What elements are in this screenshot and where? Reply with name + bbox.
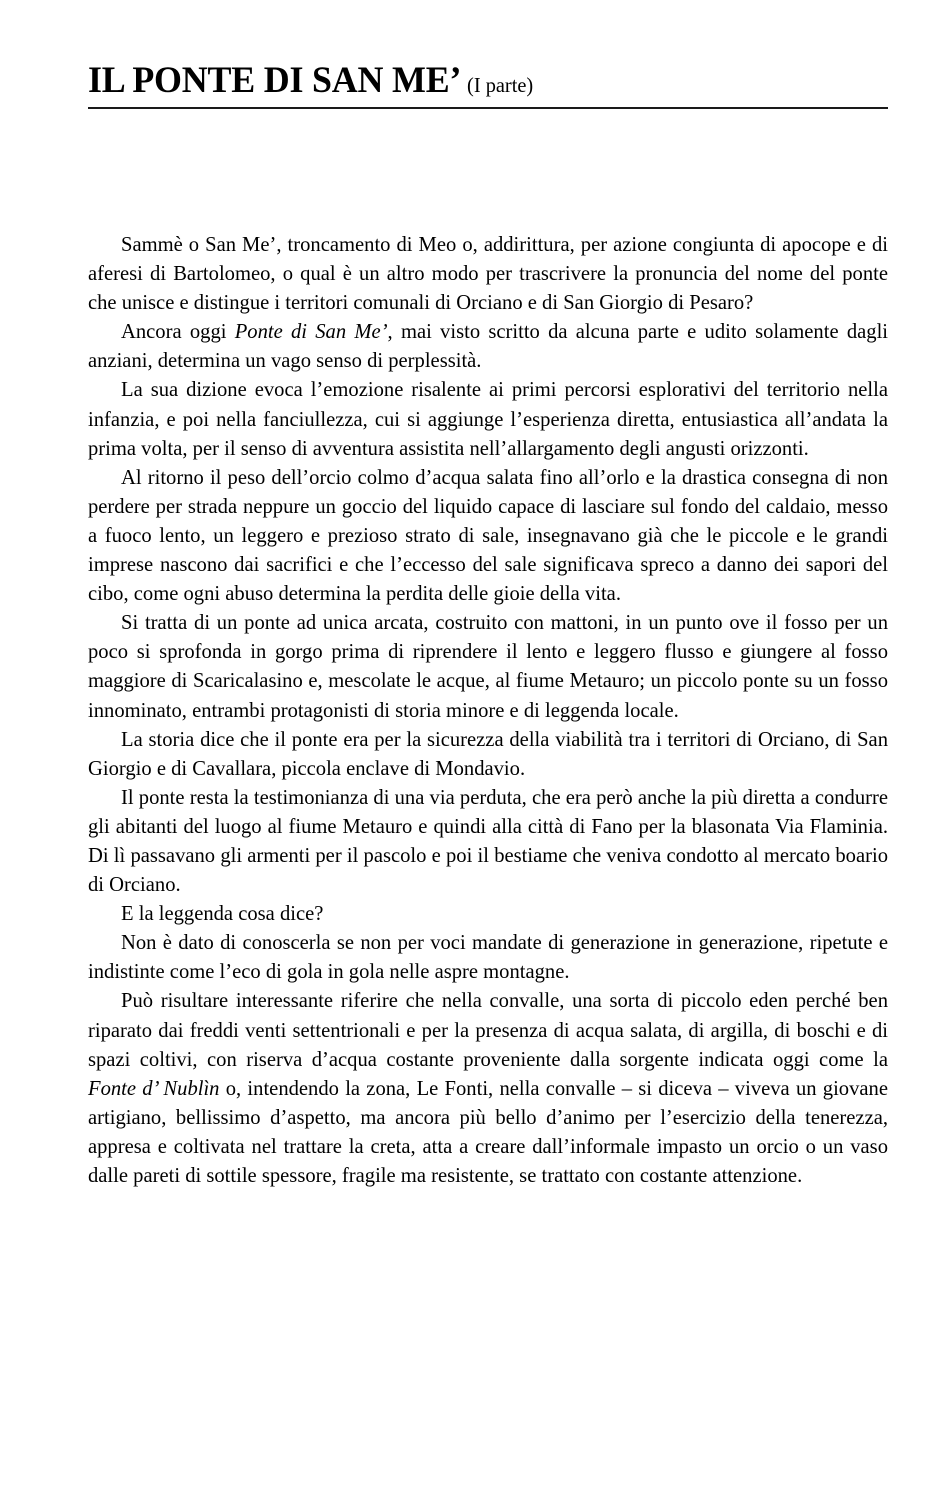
paragraph-8: E la leggenda cosa dice? — [121, 903, 324, 926]
page-title — [88, 62, 864, 107]
title-divider-rule — [88, 107, 888, 109]
paragraph-10-tail: o, intendendo la zona, Le Fonti, nella convalle – si diceva – viveva un giovane artigiano, bellissimo d’aspetto, ma ancora più bello d’animo per l’esercizio della tenerezza, appresa e coltivata nel trattare la creta, atta a creare dall’informale impasto un orcio o un vaso dalle pareti di sottile spessore, fragile ma resistente, se trattato con costante attenzione. — [88, 1077, 888, 1187]
paragraph-7: Il ponte resta la testimonianza di una via perduta, che era però anche la più diretta a condurre gli abitanti del luogo al fiume Metauro e quindi alla città di Fano per la blasonata Via Flaminia. Di lì passavano gli armenti per il pascolo e poi il bestiame che veniva condotto al mercato boario di Orciano. — [88, 786, 888, 897]
paragraph-2-tail: , mai visto scritto da alcuna parte e udito solamente dagli anziani, determina un vago senso di perplessità. — [88, 321, 889, 373]
paragraph-10-emphasis: Fonte d’ Nublìn — [88, 1077, 220, 1100]
title-block — [88, 62, 888, 109]
paragraph-6: La storia dice che il ponte era per la sicurezza della viabilità tra i territori di Orciano, di San Giorgio e di Cavallara, piccola enclave di Mondavio. — [88, 728, 888, 780]
paragraph-2-emphasis: Ponte di San Me’ — [234, 321, 388, 344]
paragraph-9: Non è dato di conoscerla se non per voci mandate di generazione in generazione, ripetute e indistinte come l’eco di gola in gola nelle aspre montagne. — [88, 932, 888, 984]
page-title-main: IL PONTE DI SAN ME’ — [88, 60, 462, 101]
paragraph-4: Al ritorno il peso dell’orcio colmo d’acqua salata fino all’orlo e la drastica consegna di non perdere per strada neppure un goccio del liquido capace di lasciare sul fondo del caldaio, messo a fuoco lento, un leggero e prezioso strato di sale, insegnavano già che le piccole e le grandi imprese nascono dai sacrifici e che l’eccesso del sale significava spreco a danno dei sapori del cibo, come ogni abuso determina la perdita delle gioie della vita. — [88, 466, 888, 606]
paragraph-2-lead: Ancora oggi — [121, 321, 235, 344]
page-title-part-label: (I parte) — [467, 73, 534, 97]
paragraph-2 — [88, 318, 888, 376]
paragraph-3: La sua dizione evoca l’emozione risalente ai primi percorsi esplorativi del territorio nella infanzia, e poi nella fanciullezza, cui si aggiunge l’esperienza diretta, entusiastica all’andata la prima volta, per il senso di avventura assistita nell’allargamento degli angusti orizzonti. — [88, 379, 888, 460]
body-text — [88, 231, 888, 1191]
paragraph-10-lead: Può risultare interessante riferire che nella convalle, una sorta di piccolo eden perché ben riparato dai freddi venti settentrionali e per la presenza di acqua salata, di argilla, di boschi e di spazi coltivi, con riserva d’acqua costante proveniente dalla sorgente indicata oggi come la — [88, 990, 888, 1071]
paragraph-10 — [88, 987, 888, 1191]
paragraph-5: Si tratta di un ponte ad unica arcata, costruito con mattoni, in un punto ove il fosso per un poco si sprofonda in gorgo prima di riprendere il lento e leggero flusso e giungere al fosso maggiore di Scaricalasino e, mescolate le acque, al fiume Metauro; un piccolo ponte su un fosso innominato, entrambi protagonisti di storia minore e di leggenda locale. — [88, 612, 888, 722]
paragraph-1: Sammè o San Me’, troncamento di Meo o, addirittura, per azione congiunta di apocope e di aferesi di Bartolomeo, o qual è un altro modo per trascrivere la pronuncia del nome del ponte che unisce e distingue i territori comunali di Orciano e di San Giorgio di Pesaro? — [88, 234, 888, 315]
